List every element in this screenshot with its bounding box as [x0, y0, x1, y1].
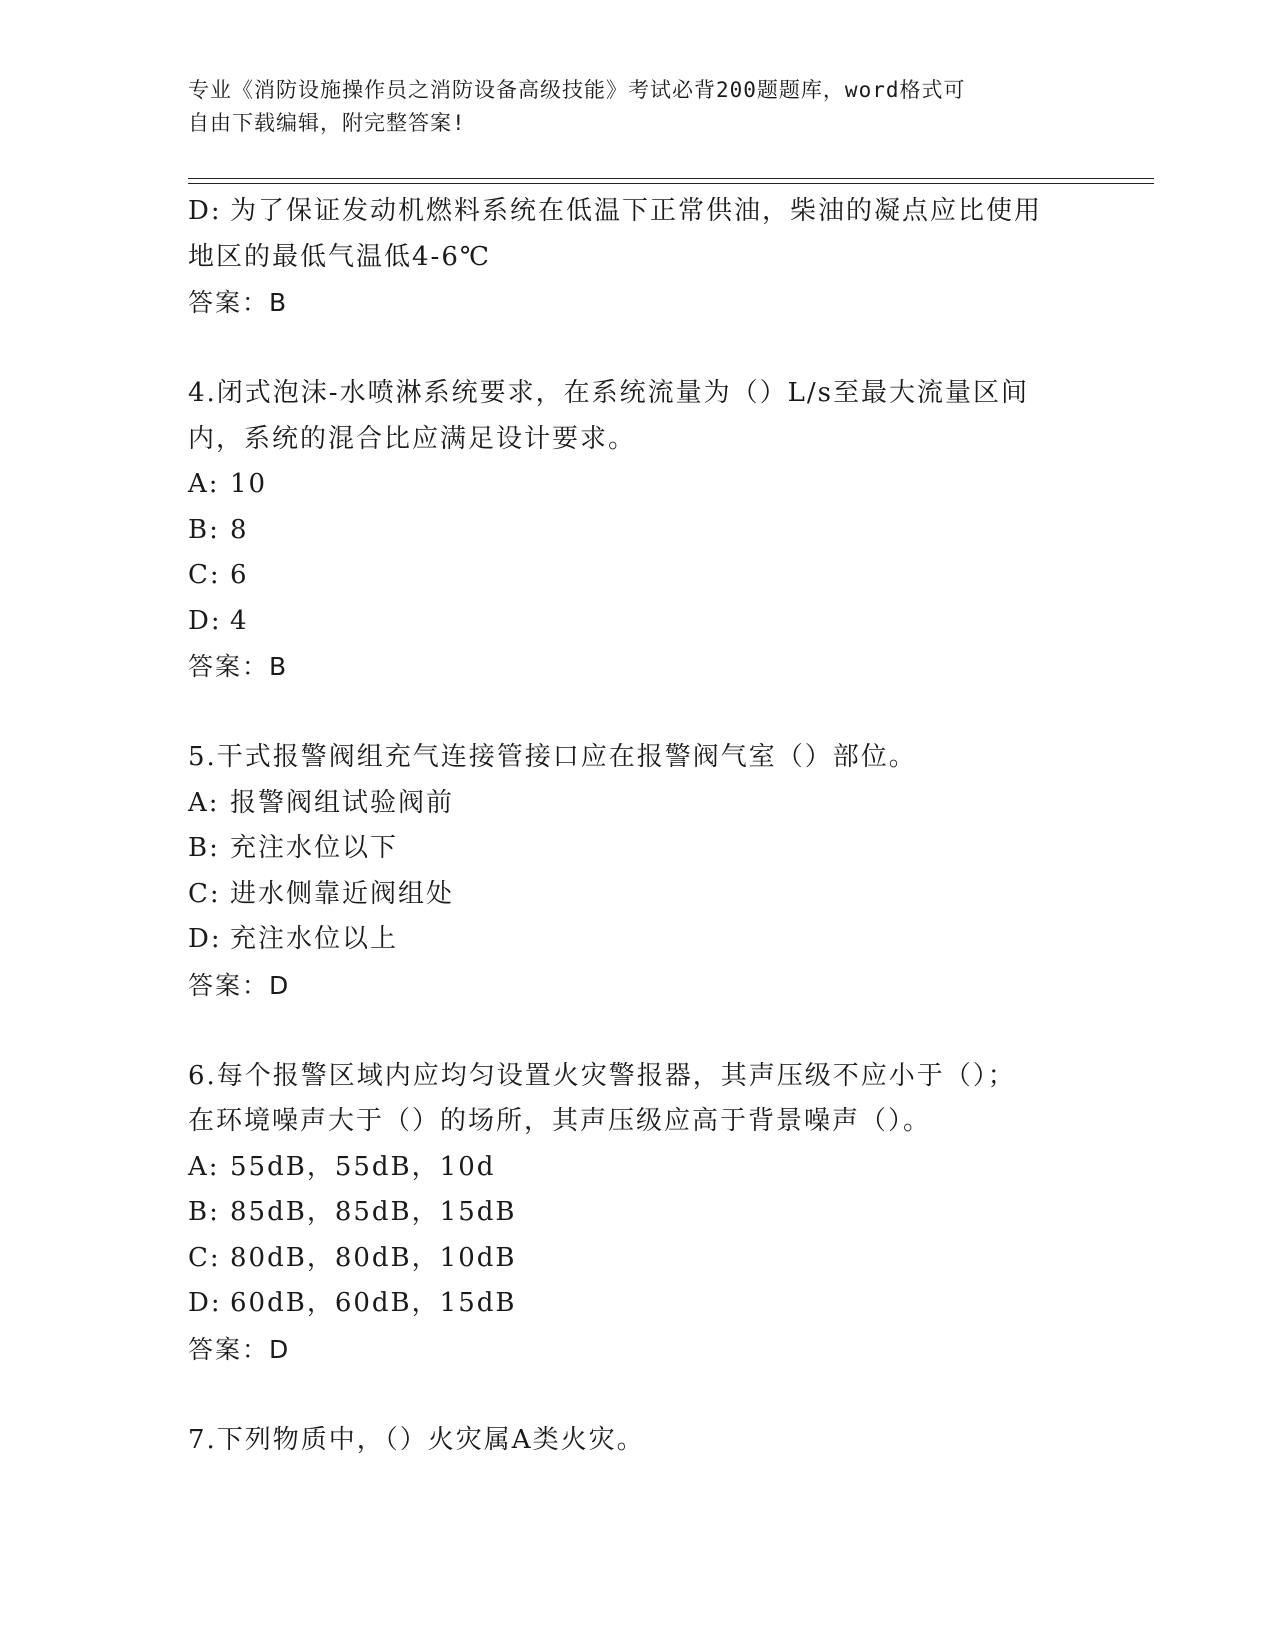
option-b: [188, 1190, 1108, 1236]
option-a: [188, 781, 1108, 827]
option-label: B:: [188, 833, 220, 863]
option-text: 为了保证发动机燃料系统在低温下正常供油，柴油的凝点应比使用: [230, 196, 1043, 226]
option-text: 6: [230, 560, 249, 590]
question-stem-line: 在环境噪声大于（）的场所，其声压级应高于背景噪声（）。: [188, 1106, 932, 1136]
option-b: [188, 508, 1108, 554]
question-stem-line: 5.干式报警阀组充气连接管接口应在报警阀气室（）部位。: [188, 742, 917, 772]
option-text: 8: [230, 514, 249, 545]
option-text: 充注水位以下: [230, 833, 399, 863]
option-label: C:: [188, 560, 221, 590]
header-divider-top: [188, 178, 1154, 179]
answer-line: 答案：B: [188, 288, 289, 317]
option-label: B:: [188, 1197, 220, 1227]
option-d: [188, 1281, 1108, 1327]
question-stem-line: 内，系统的混合比应满足设计要求。: [188, 423, 637, 454]
option-label: D:: [188, 196, 222, 226]
header-divider-bottom: [188, 183, 1154, 184]
option-label: A:: [188, 1151, 220, 1182]
prev-option-d-line-2: 地区的最低气温低4-6℃: [188, 241, 491, 272]
option-text: 10: [230, 469, 268, 499]
option-b: [188, 826, 1108, 872]
question-stem-line: 6.每个报警区域内应均匀设置火灾警报器，其声压级不应小于（）；: [188, 1060, 1016, 1091]
question-stem-line: 7.下列物质中，（）火灾属A类火灾。: [188, 1424, 645, 1455]
answer-line: 答案：B: [188, 652, 289, 681]
option-d: [188, 917, 1108, 963]
option-text: 80dB，80dB，10dB: [230, 1242, 517, 1273]
option-text: 进水侧靠近阀组处: [230, 878, 455, 909]
option-text: 85dB，85dB，15dB: [230, 1197, 517, 1227]
question-list: [188, 189, 1108, 1463]
option-c: [188, 872, 1108, 918]
header-line-1: 专业《消防设施操作员之消防设备高级技能》考试必背200题题库，word格式可: [188, 78, 966, 102]
option-label: C:: [188, 1242, 221, 1273]
option-text: 60dB，60dB，15dB: [230, 1288, 517, 1318]
option-text: 报警阀组试验阀前: [230, 787, 455, 818]
option-c: [188, 553, 1108, 599]
answer-line: 答案：D: [188, 970, 291, 1000]
option-label: D:: [188, 1288, 222, 1318]
answer-line: 答案：D: [188, 1334, 291, 1364]
option-label: A:: [188, 787, 220, 818]
option-a: [188, 462, 1108, 508]
prev-option-d-line-1: [188, 189, 1108, 235]
option-text: 4: [230, 605, 249, 636]
option-d: [188, 599, 1108, 645]
option-text: 55dB，55dB，10d: [230, 1151, 496, 1182]
option-c: [188, 1236, 1108, 1282]
option-label: C:: [188, 878, 221, 909]
header-line-2: 自由下载编辑，附完整答案!: [188, 111, 466, 135]
question-stem-line: 4.闭式泡沫-水喷淋系统要求，在系统流量为（）L/s至最大流量区间: [188, 378, 1029, 408]
option-label: D:: [188, 924, 222, 954]
document-header: [188, 74, 1088, 140]
option-text: 充注水位以上: [230, 924, 399, 954]
option-label: A:: [188, 469, 220, 499]
option-label: B:: [188, 514, 220, 545]
option-a: [188, 1145, 1108, 1191]
option-label: D:: [188, 605, 222, 636]
